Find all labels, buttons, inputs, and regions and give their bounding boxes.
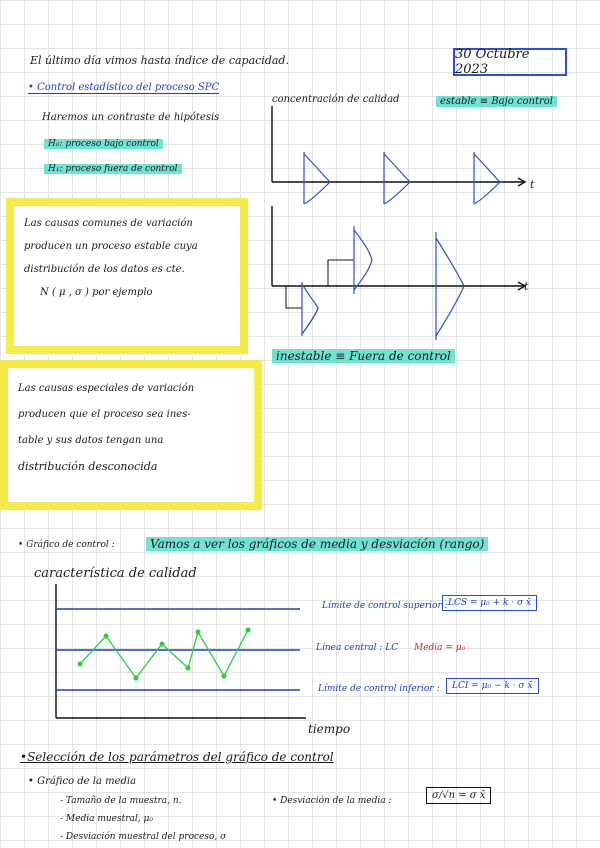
control-chart-title-highlight: Vamos a ver los gráficos de media y desviación (rango) <box>146 537 488 551</box>
stable-process-diagram <box>262 104 552 204</box>
box1-line-3: distribución de los datos es cte. <box>24 264 185 275</box>
box1-line-2: producen un proceso estable cuya <box>24 241 198 252</box>
lc-label: Línea central : LC <box>316 643 399 653</box>
parameters-title: •Selección de los parámetros del gráfico de control <box>20 750 334 764</box>
special-causes-box <box>0 360 262 510</box>
h1-text: H₁: proceso fuera de control <box>44 164 182 174</box>
param-item-2: - Media muestral, μ₀ <box>60 814 153 824</box>
box2-line-1: Las causas especiales de variación <box>18 383 195 394</box>
box1-line-1: Las causas comunes de variación <box>24 218 193 229</box>
unstable-distributions <box>286 260 354 308</box>
chart-ylabel: característica de calidad <box>34 566 197 581</box>
lcs-label: Límite de control superior : <box>322 601 448 611</box>
lc-media: Media = μ₀ <box>414 643 466 653</box>
unstable-axis-t: t <box>524 280 529 293</box>
lci-formula: LCI = μ₀ − k · σ x̄ <box>446 678 539 694</box>
date-box: 30 Octubre 2023 <box>453 48 567 76</box>
section-title-spc: • Control estadístico del proceso SPC <box>28 82 220 93</box>
stable-distributions <box>304 152 500 204</box>
lci-label: Límite de control inferior : <box>318 684 440 694</box>
desv-formula: σ/√n = σ x̄ <box>426 787 491 804</box>
unstable-process-diagram <box>262 204 552 344</box>
unstable-label: inestable ≡ Fuera de control <box>272 349 455 363</box>
intro-text: El último día vimos hasta índice de capacidad. <box>30 54 289 67</box>
chart-xlabel: tiempo <box>308 722 351 736</box>
box2-line-2: producen que el proceso sea ines- <box>18 409 191 420</box>
param-item-3: - Desviación muestral del proceso, σ <box>60 832 227 842</box>
stable-label: estable ≡ Bajo control <box>436 96 557 107</box>
box1-example: N ( μ , σ ) por ejemplo <box>40 287 153 298</box>
contraste-text: Haremos un contraste de hipótesis <box>42 112 220 123</box>
control-chart <box>48 584 310 724</box>
graph-label: concentración de calidad <box>272 94 400 105</box>
common-causes-box <box>6 198 248 354</box>
desv-label: • Desviación de la media : <box>272 796 392 806</box>
box2-line-3: table y sus datos tengan una <box>18 435 164 446</box>
h0-text: H₀: proceso bajo control <box>44 139 163 149</box>
param-item-1: - Tamaño de la muestra, n. <box>60 796 182 806</box>
mean-chart-subtitle: • Gráfico de la media <box>28 776 137 787</box>
control-chart-title-prefix: • Gráfico de control : <box>18 540 115 550</box>
stable-axis-t: t <box>530 178 535 191</box>
box2-line-4: distribución desconocida <box>18 460 158 473</box>
sample-points <box>78 628 251 681</box>
lcs-formula: LCS = μ₀ + k · σ x̄ <box>442 595 537 611</box>
